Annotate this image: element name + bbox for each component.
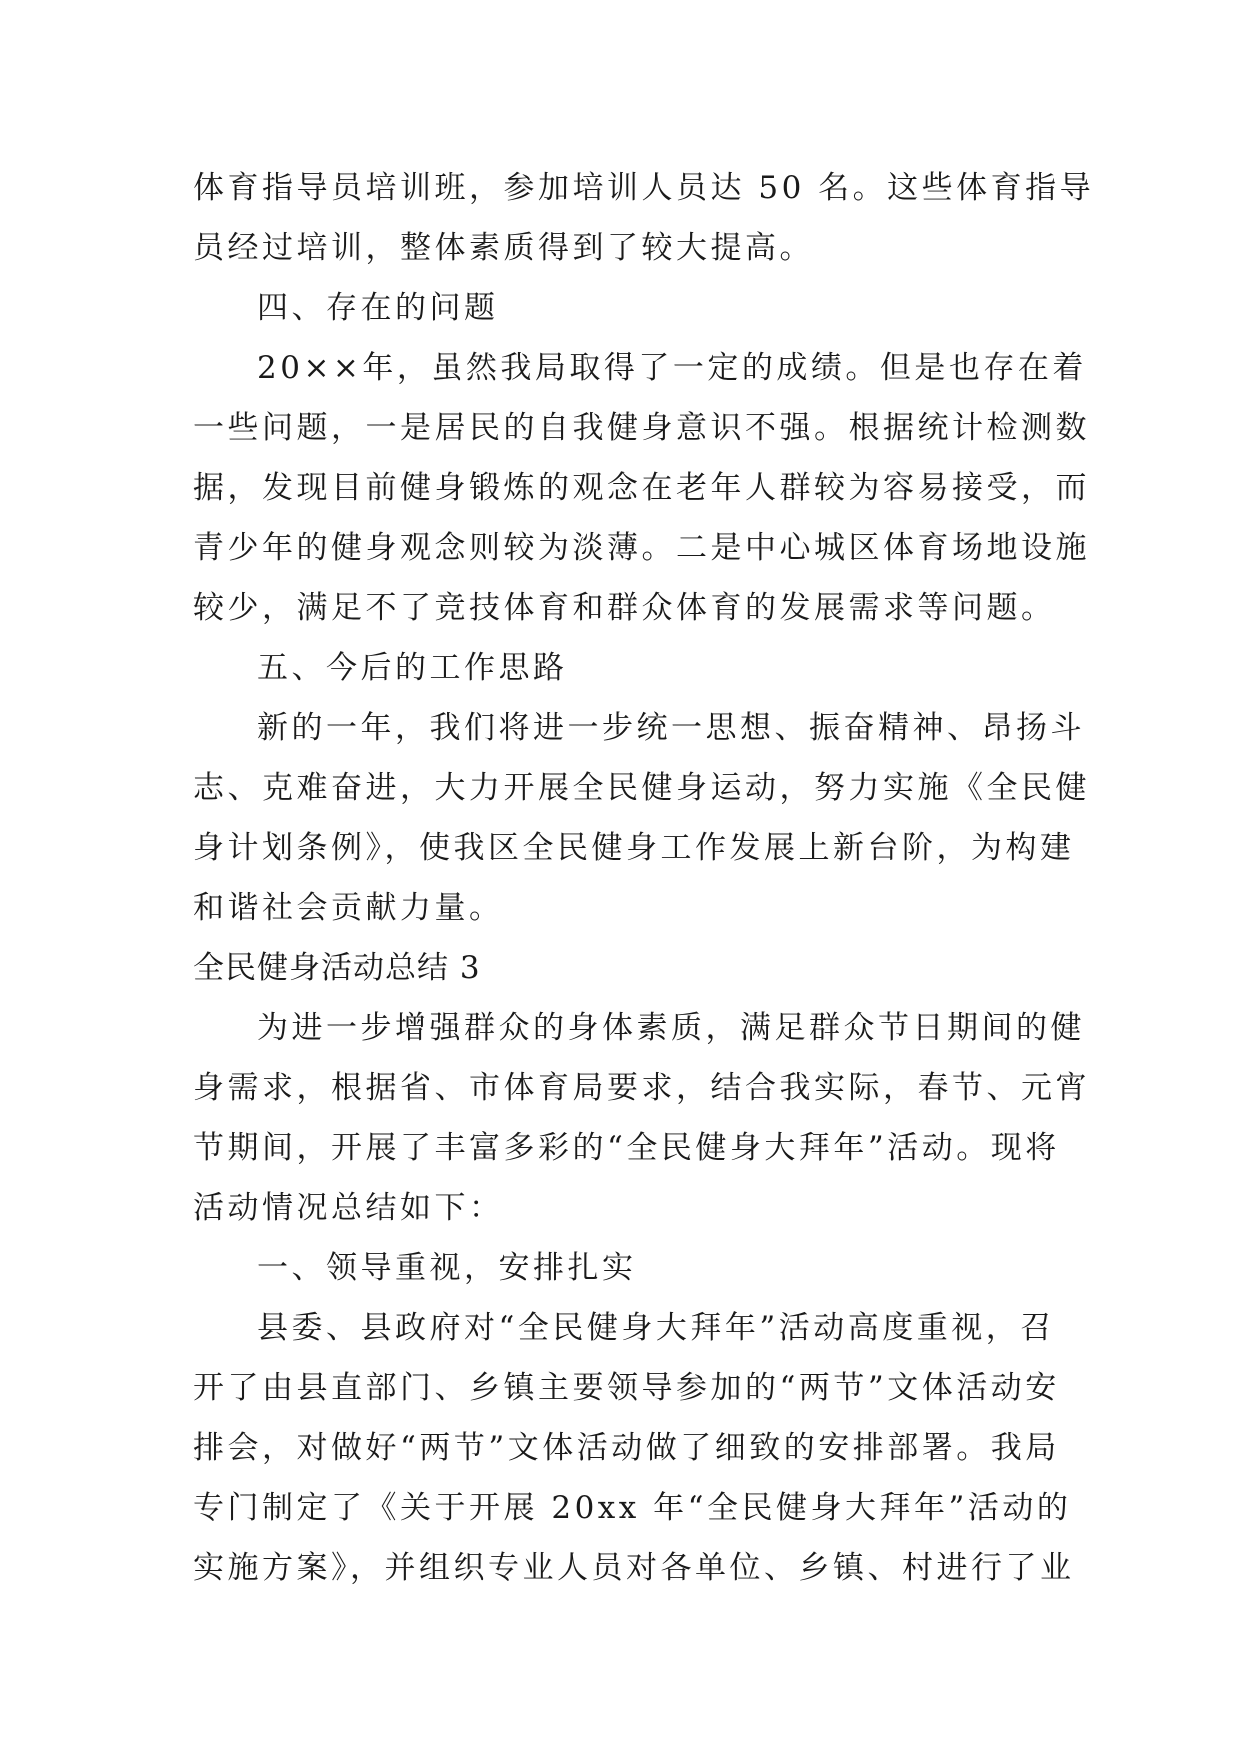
text-line: 较少，满足不了竞技体育和群众体育的发展需求等问题。 bbox=[193, 590, 1056, 626]
text-line: 身计划条例》，使我区全民健身工作发展上新台阶，为构建 bbox=[193, 830, 1075, 866]
text-line: 县委、县政府对“全民健身大拜年”活动高度重视，召 bbox=[257, 1310, 1055, 1346]
text-line: 据，发现目前健身锻炼的观念在老年人群较为容易接受，而 bbox=[193, 470, 1090, 506]
text-line: 节期间，开展了丰富多彩的“全民健身大拜年”活动。现将 bbox=[193, 1130, 1060, 1166]
text-line: 体育指导员培训班，参加培训人员达 50 名。这些体育指导 bbox=[193, 170, 1095, 206]
text-line: 20××年，虽然我局取得了一定的成绩。但是也存在着 bbox=[257, 350, 1087, 386]
text-line: 专门制定了《关于开展 20xx 年“全民健身大拜年”活动的 bbox=[193, 1490, 1072, 1526]
text-line: 一些问题，一是居民的自我健身意识不强。根据统计检测数 bbox=[193, 410, 1090, 446]
text-line: 身需求，根据省、市体育局要求，结合我实际，春节、元宵 bbox=[193, 1070, 1090, 1106]
document-body bbox=[193, 158, 1095, 1598]
text-line: 一、领导重视，安排扎实 bbox=[257, 1250, 637, 1286]
section-title: 全民健身活动总结 3 bbox=[193, 950, 481, 986]
text-line: 为进一步增强群众的身体素质，满足群众节日期间的健 bbox=[257, 1010, 1085, 1046]
text-line: 青少年的健身观念则较为淡薄。二是中心城区体育场地设施 bbox=[193, 530, 1090, 566]
text-line: 实施方案》，并组织专业人员对各单位、乡镇、村进行了业 bbox=[193, 1550, 1075, 1586]
text-line: 新的一年，我们将进一步统一思想、振奋精神、昂扬斗 bbox=[257, 710, 1085, 746]
text-line: 开了由县直部门、乡镇主要领导参加的“两节”文体活动安 bbox=[193, 1370, 1060, 1406]
text-line: 五、今后的工作思路 bbox=[257, 650, 568, 686]
text-line: 四、存在的问题 bbox=[257, 290, 499, 326]
text-line: 排会，对做好“两节”文体活动做了细致的安排部署。我局 bbox=[193, 1430, 1060, 1466]
text-line: 活动情况总结如下： bbox=[193, 1190, 504, 1226]
text-line: 和谐社会贡献力量。 bbox=[193, 890, 504, 926]
text-line: 员经过培训，整体素质得到了较大提高。 bbox=[193, 230, 814, 266]
text-line: 志、克难奋进，大力开展全民健身运动，努力实施《全民健 bbox=[193, 770, 1090, 806]
